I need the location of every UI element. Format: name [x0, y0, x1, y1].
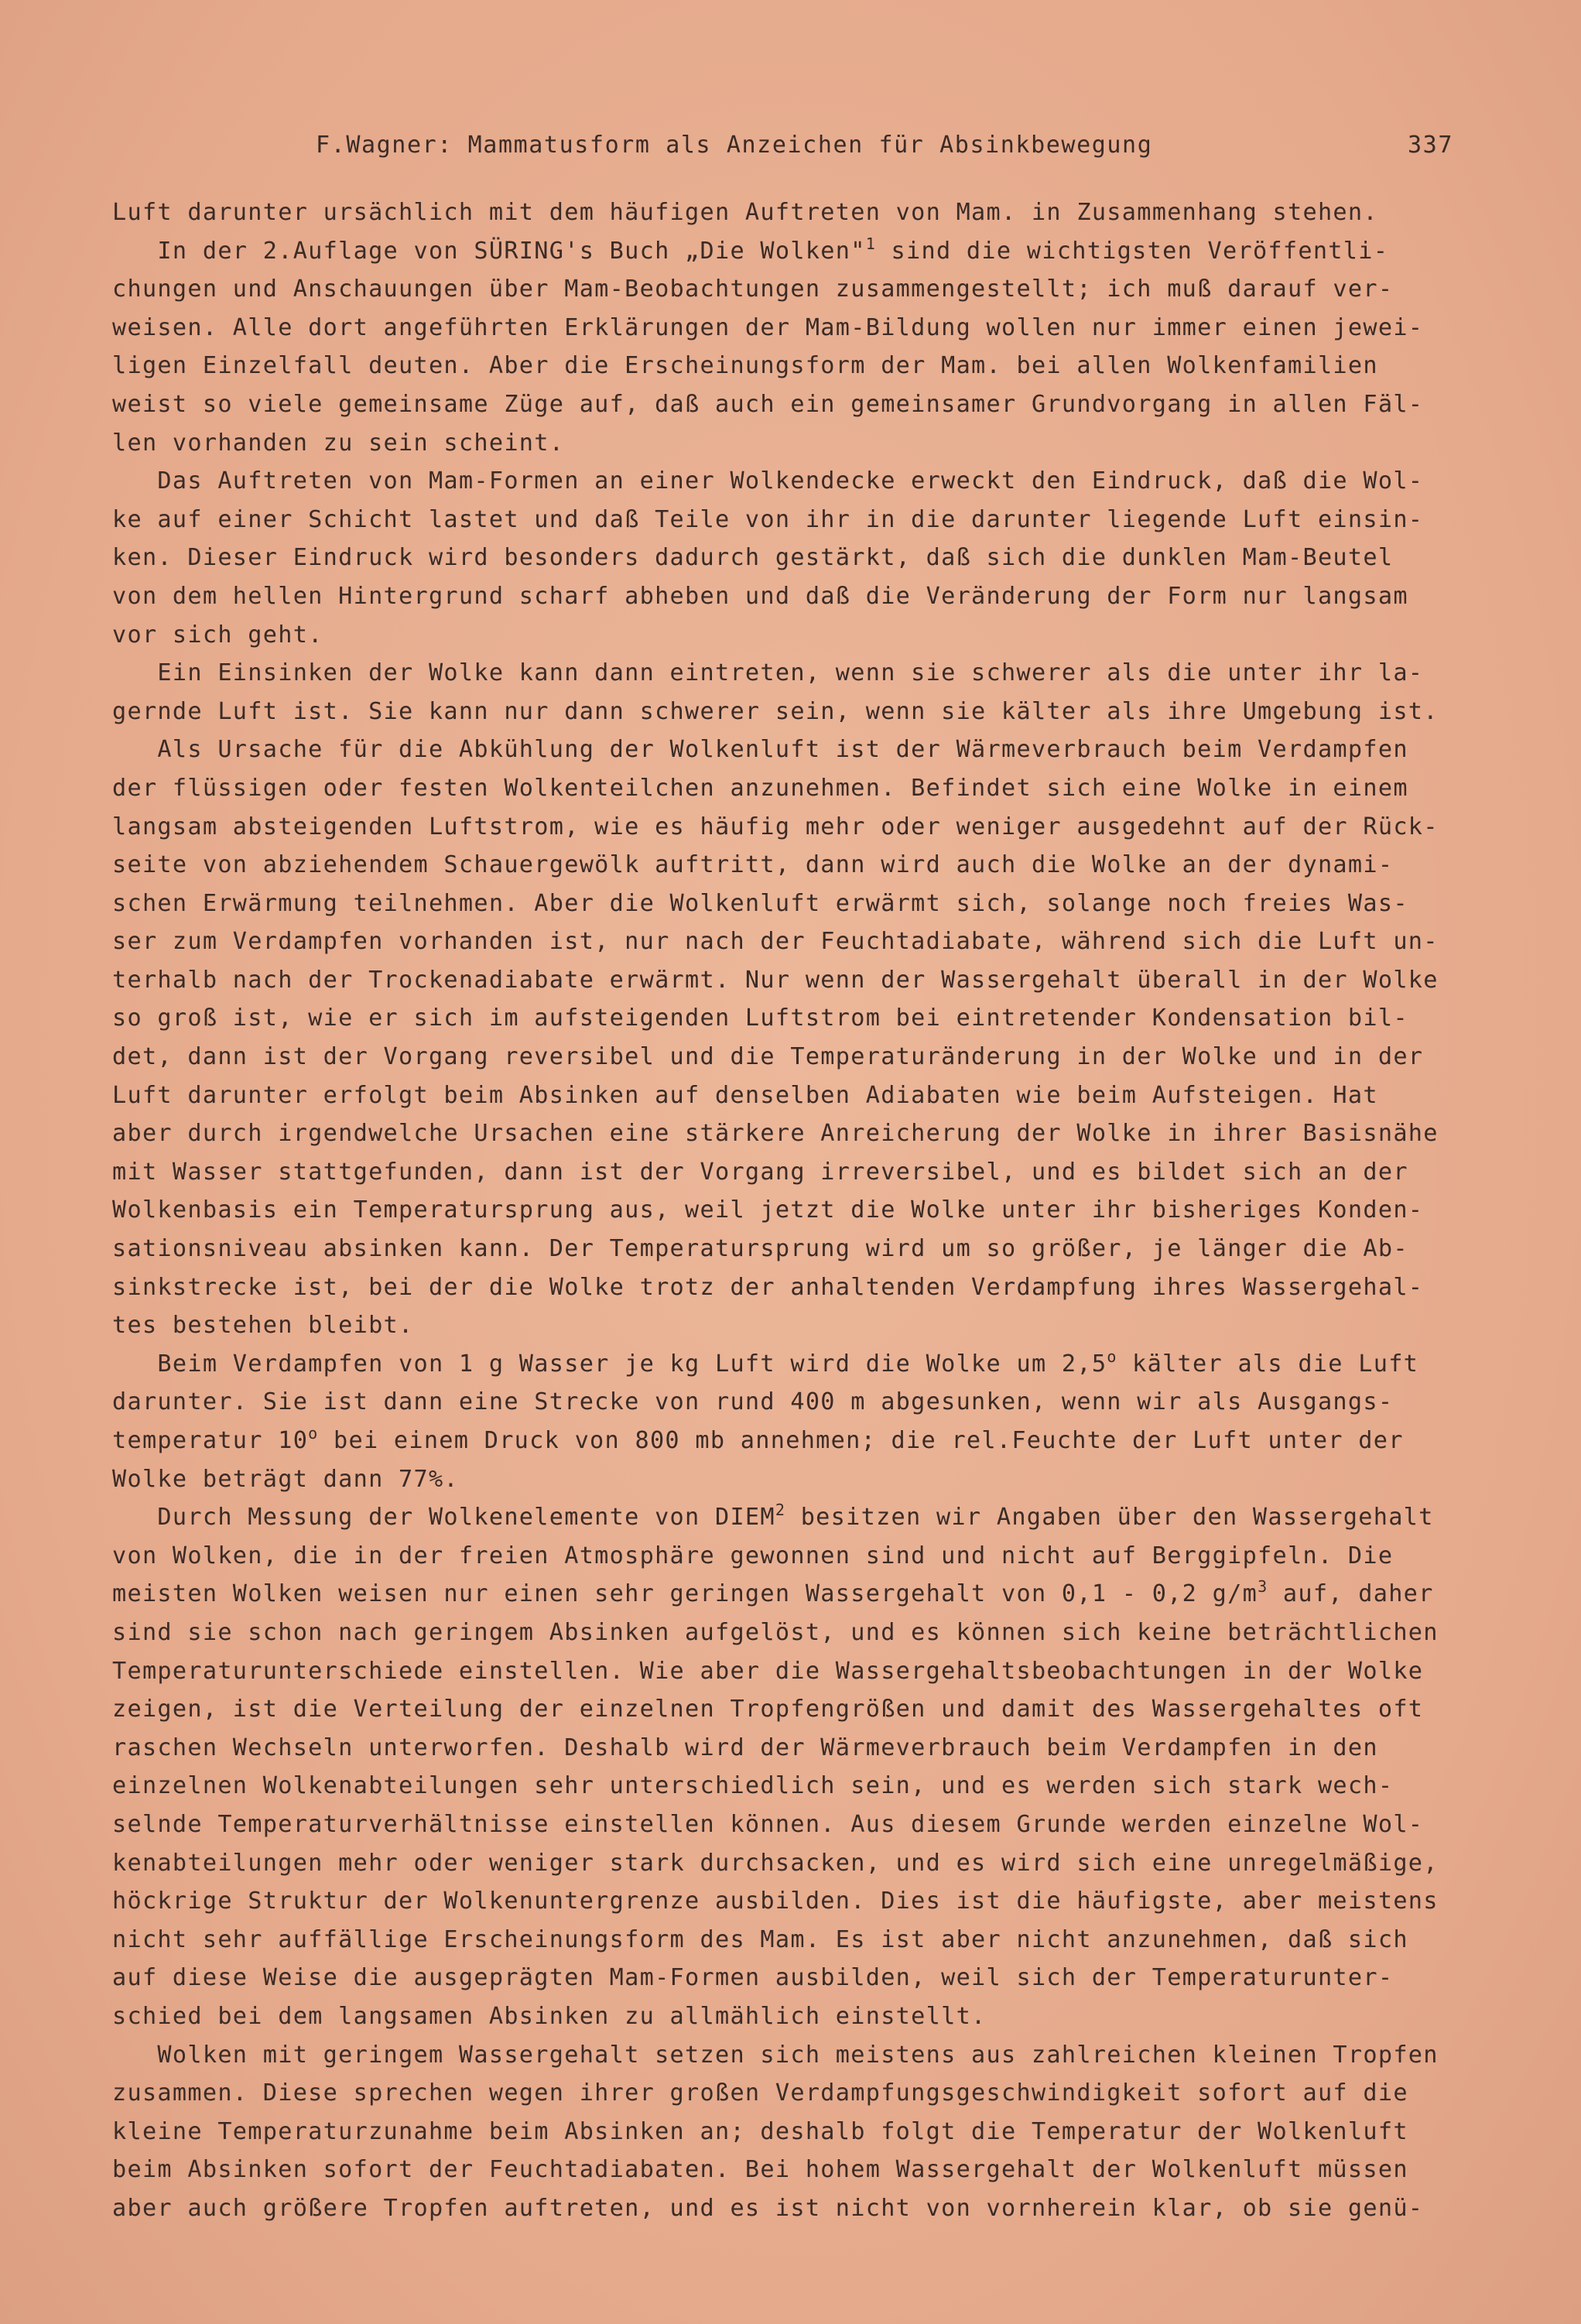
- text-line: Das Auftreten von Mam-Formen an einer Wolkendecke erweckt den Eindruck, daß die Wol-: [112, 467, 1424, 495]
- text-line: sind sie schon nach geringem Absinken aufgelöst, und es können sich keine beträchtlichen: [112, 1618, 1439, 1646]
- text-line: Wolkenbasis ein Temperatursprung aus, weil jetzt die Wolke unter ihr bisheriges Konden-: [112, 1196, 1424, 1224]
- text-line: ke auf einer Schicht lastet und daß Teile von ihr in die darunter liegende Luft einsin-: [112, 505, 1424, 533]
- body-text: [112, 193, 1459, 2227]
- text-line: zeigen, ist die Verteilung der einzelnen Tropfengrößen und damit des Wassergehaltes oft: [112, 1696, 1424, 1723]
- text-line: Temperaturunterschiede einstellen. Wie aber die Wassergehaltsbeobachtungen in der Wolke: [112, 1657, 1424, 1685]
- text-line: terhalb nach der Trockenadiabate erwärmt. Nur wenn der Wassergehalt überall in der Wolke: [112, 966, 1439, 994]
- text-line: auf diese Weise die ausgeprägten Mam-Formen ausbilden, weil sich der Temperaturunter-: [112, 1964, 1394, 1992]
- text-line: Ein Einsinken der Wolke kann dann eintreten, wenn sie schwerer als die unter ihr la-: [112, 659, 1424, 687]
- text-line: sinkstrecke ist, bei der die Wolke trotz der anhaltenden Verdampfung ihres Wassergehal-: [112, 1273, 1424, 1301]
- running-title: F.Wagner: Mammatusform als Anzeichen für Absinkbewegung: [316, 132, 1153, 159]
- text-line: schen Erwärmung teilnehmen. Aber die Wolkenluft erwärmt sich, solange noch freies Was-: [112, 889, 1408, 917]
- text-line: langsam absteigenden Luftstrom, wie es häufig mehr oder weniger ausgedehnt auf der Rück-: [112, 813, 1439, 840]
- text-line: einzelnen Wolkenabteilungen sehr unterschiedlich sein, und es werden sich stark wech-: [112, 1772, 1394, 1800]
- text-line: Luft darunter erfolgt beim Absinken auf denselben Adiabaten wie beim Aufsteigen. Hat: [112, 1081, 1378, 1109]
- page-header: [316, 132, 1453, 175]
- text-line: Beim Verdampfen von 1 g Wasser je kg Luft wird die Wolke um 2,5$^o$ kälter als die Luft: [112, 1347, 1419, 1378]
- text-line: darunter. Sie ist dann eine Strecke von rund 400 m abgesunken, wenn wir als Ausgangs-: [112, 1388, 1394, 1416]
- text-line: tes bestehen bleibt.: [112, 1312, 414, 1340]
- text-line: selnde Temperaturverhältnisse einstellen können. Aus diesem Grunde werden einzelne Wol-: [112, 1810, 1424, 1838]
- text-line: seite von abziehendem Schauergewölk auftritt, dann wird auch die Wolke an der dynami-: [112, 851, 1394, 879]
- text-line: nicht sehr auffällige Erscheinungsform des Mam. Es ist aber nicht anzunehmen, daß sich: [112, 1925, 1408, 1953]
- text-line: In der 2.Auflage von SÜRING's Buch „Die Wolken"$^1$ sind die wichtigsten Veröffentli-: [112, 234, 1389, 265]
- footnote-marker: 1: [865, 234, 877, 253]
- text-line: sationsniveau absinken kann. Der Temperatursprung wird um so größer, je länger die Ab-: [112, 1235, 1408, 1263]
- text-line: vor sich geht.: [112, 621, 323, 649]
- text-line: kenabteilungen mehr oder weniger stark durchsacken, und es wird sich eine unregelmäßige,: [112, 1849, 1439, 1877]
- text-line: chungen und Anschauungen über Mam-Beobachtungen zusammengestellt; ich muß darauf ver-: [112, 276, 1394, 303]
- footnote-marker: 2: [775, 1501, 786, 1520]
- degree-superscript: o: [308, 1424, 319, 1443]
- text-line: Wolken mit geringem Wassergehalt setzen sich meistens aus zahlreichen kleinen Tropfen: [112, 2041, 1439, 2069]
- text-line: schied bei dem langsamen Absinken zu allmählich einstellt.: [112, 2002, 987, 2030]
- text-line: von dem hellen Hintergrund scharf abheben und daß die Veränderung der Form nur langsam: [112, 582, 1408, 610]
- text-line: beim Absinken sofort der Feuchtadiabaten. Bei hohem Wassergehalt der Wolkenluft müssen: [112, 2156, 1408, 2184]
- text-line: temperatur 10$^o$ bei einem Druck von 800 mb annehmen; die rel.Feuchte der Luft unter der: [112, 1424, 1404, 1454]
- text-line: der flüssigen oder festen Wolkenteilchen anzunehmen. Befindet sich eine Wolke in einem: [112, 774, 1408, 802]
- text-line: zusammen. Diese sprechen wegen ihrer großen Verdampfungsgeschwindigkeit sofort auf die: [112, 2079, 1408, 2107]
- text-line: höckrige Struktur der Wolkenuntergrenze ausbilden. Dies ist die häufigste, aber meistens: [112, 1888, 1439, 1915]
- text-line: raschen Wechseln unterworfen. Deshalb wird der Wärmeverbrauch beim Verdampfen in den: [112, 1734, 1378, 1761]
- text-line: ser zum Verdampfen vorhanden ist, nur nach der Feuchtadiabate, während sich die Luft un-: [112, 928, 1439, 956]
- text-line: Luft darunter ursächlich mit dem häufigen Auftreten von Mam. in Zusammenhang stehen.: [112, 199, 1378, 226]
- text-line: Als Ursache für die Abkühlung der Wolkenluft ist der Wärmeverbrauch beim Verdampfen: [112, 736, 1408, 764]
- text-line: mit Wasser stattgefunden, dann ist der Vorgang irreversibel, und es bildet sich an der: [112, 1158, 1408, 1186]
- text-line: weisen. Alle dort angeführten Erklärungen der Mam-Bildung wollen nur immer einen jewei-: [112, 313, 1424, 341]
- text-line: meisten Wolken weisen nur einen sehr geringen Wassergehalt von 0,1 - 0,2 $g/m^3$ auf, daher: [112, 1577, 1434, 1608]
- text-line: gernde Luft ist. Sie kann nur dann schwerer sein, wenn sie kälter als ihre Umgebung ist.: [112, 697, 1439, 725]
- text-line: len vorhanden zu sein scheint.: [112, 429, 565, 457]
- text-line: aber durch irgendwelche Ursachen eine stärkere Anreicherung der Wolke in ihrer Basisnähe: [112, 1120, 1439, 1148]
- exponent-superscript: 3: [1258, 1577, 1268, 1597]
- text-line: ken. Dieser Eindruck wird besonders dadurch gestärkt, daß sich die dunklen Mam-Beutel: [112, 544, 1394, 572]
- text-line: det, dann ist der Vorgang reversibel und die Temperaturänderung in der Wolke und in der: [112, 1043, 1424, 1071]
- text-line: kleine Temperaturzunahme beim Absinken an; deshalb folgt die Temperatur der Wolkenluft: [112, 2117, 1408, 2145]
- text-line: so groß ist, wie er sich im aufsteigenden Luftstrom bei eintretender Kondensation bil-: [112, 1005, 1408, 1032]
- text-line: aber auch größere Tropfen auftreten, und es ist nicht von vornherein klar, ob sie genü-: [112, 2194, 1424, 2222]
- text-line: von Wolken, die in der freien Atmosphäre gewonnen sind und nicht auf Berggipfeln. Die: [112, 1542, 1394, 1569]
- text-line: Wolke beträgt dann 77%.: [112, 1465, 459, 1493]
- page-number: 337: [1408, 132, 1453, 159]
- text-line: weist so viele gemeinsame Züge auf, daß auch ein gemeinsamer Grundvorgang in allen Fäl-: [112, 390, 1424, 418]
- degree-superscript: o: [1107, 1347, 1117, 1366]
- text-line: ligen Einzelfall deuten. Aber die Erscheinungsform der Mam. bei allen Wolkenfamilien: [112, 352, 1378, 380]
- text-line: Durch Messung der Wolkenelemente von DIEM$^2$ besitzen wir Angaben über den Wassergehalt: [112, 1501, 1434, 1532]
